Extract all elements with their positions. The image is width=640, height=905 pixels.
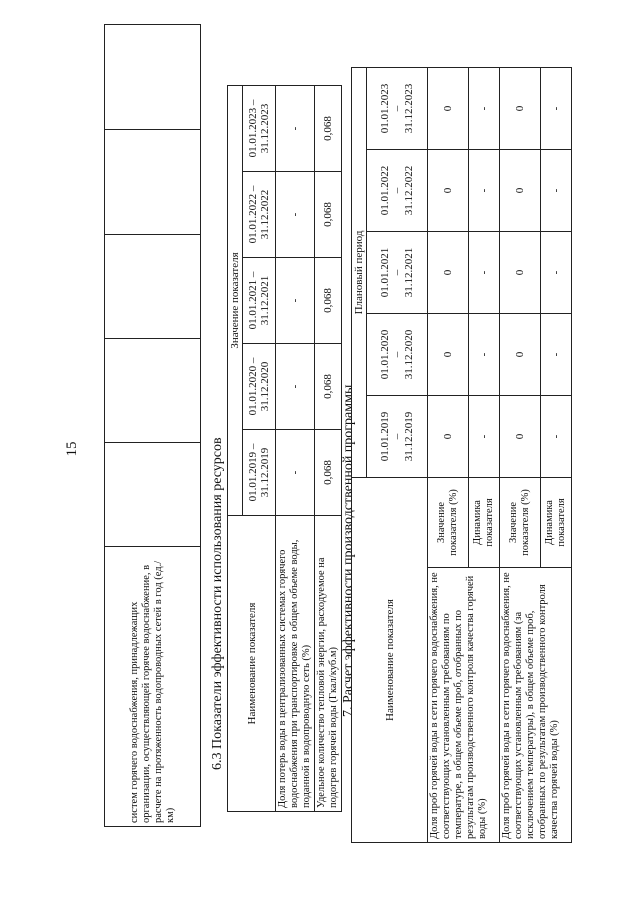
value-cell: [105, 443, 201, 547]
value-cell: -: [541, 149, 572, 231]
indicator-name-cell: Доля потерь воды в централизованных системах горячего водоснабжения при транспортировке в общем объеме воды, поданной в водопроводную сеть (%): [276, 516, 315, 812]
indicator-name-cell: систем горячего водоснабжения, принадлежащих организации, осуществляющей горячее водоснабжение, в расчете на протяженность водопроводных сетей в год (ед./км): [105, 547, 201, 827]
value-cell: -: [541, 395, 572, 477]
value-cell: 0: [428, 395, 469, 477]
sub-indicator-label: Значение показателя (%): [500, 477, 541, 567]
value-cell: -: [541, 231, 572, 313]
indicator-name-cell: Доля проб горячей воды в сети горячего водоснабжения, не соответствующих установленным требованиям по температуре, в общем объеме проб, отобранных по результатам производственного контроля качества горячей воды (%): [428, 568, 500, 843]
value-cell: -: [469, 231, 500, 313]
indicator-name-cell: Доля проб горячей воды в сети горячего водоснабжения, не соответствующих установленным требованиям (за исключением температуры), в общем объеме проб, отобранных по результатам производственного контроля качества горячей воды (%): [500, 568, 572, 843]
header-indicator-name: Наименование показателя: [352, 477, 428, 842]
value-cell: [105, 339, 201, 443]
page-number: 15: [64, 441, 80, 457]
period-header: 01.01.2022 – 31.12.2022: [243, 172, 276, 258]
value-cell: 0: [428, 313, 469, 395]
value-cell: [105, 130, 201, 235]
value-cell: 0: [500, 149, 541, 231]
table-row: [428, 67, 469, 842]
value-cell: -: [276, 430, 315, 516]
period-header: 01.01.2019 – 31.12.2019: [367, 395, 428, 477]
value-cell: -: [276, 344, 315, 430]
value-cell: -: [541, 67, 572, 149]
table-header-row: [352, 67, 367, 842]
table-header-row: [228, 85, 243, 811]
value-cell: -: [469, 313, 500, 395]
table-row: [500, 67, 541, 842]
value-cell: -: [469, 149, 500, 231]
period-header: 01.01.2020 – 31.12.2020: [367, 313, 428, 395]
header-indicator-value: Значение показателя: [228, 85, 243, 515]
value-cell: 0: [500, 395, 541, 477]
value-cell: 0,068: [315, 172, 342, 258]
value-cell: 0: [428, 67, 469, 149]
period-header: 01.01.2019 – 31.12.2019: [243, 430, 276, 516]
value-cell: [105, 235, 201, 339]
section-7-title: 7. Расчет эффективности производственной программы: [341, 384, 356, 717]
value-cell: -: [469, 67, 500, 149]
period-header: 01.01.2023 – 31.12.2023: [367, 67, 428, 149]
period-header: 01.01.2021 – 31.12.2021: [243, 258, 276, 344]
section-6-3-title: 6.3 Показатели эффективности использования ресурсов: [210, 437, 225, 770]
period-header: 01.01.2021 – 31.12.2021: [367, 231, 428, 313]
value-cell: 0,068: [315, 430, 342, 516]
value-cell: -: [469, 395, 500, 477]
value-cell: -: [276, 172, 315, 258]
sub-indicator-label: Значение показателя (%): [428, 477, 469, 567]
period-header: 01.01.2020 – 31.12.2020: [243, 344, 276, 430]
header-indicator-name: Наименование показателя: [228, 516, 276, 812]
indicator-name-cell: Удельное количество тепловой энергии, расходуемое на подогрев горячей воды (Гкал/куб.м): [315, 516, 342, 812]
value-cell: 0: [428, 149, 469, 231]
value-cell: 0,068: [315, 344, 342, 430]
continuation-table: [104, 24, 201, 827]
sub-indicator-label: Динамика показателя: [541, 477, 572, 567]
period-header: 01.01.2022 – 31.12.2022: [367, 149, 428, 231]
value-cell: -: [541, 313, 572, 395]
period-header: 01.01.2023 – 31.12.2023: [243, 85, 276, 171]
value-cell: 0: [500, 67, 541, 149]
value-cell: 0: [500, 313, 541, 395]
value-cell: 0,068: [315, 258, 342, 344]
table-row: [105, 25, 201, 827]
header-planned-period: Плановый период: [352, 67, 367, 477]
value-cell: -: [276, 85, 315, 171]
sub-indicator-label: Динамика показателя: [469, 477, 500, 567]
table-row: [315, 85, 342, 811]
program-efficiency-table: [351, 67, 572, 843]
value-cell: 0,068: [315, 85, 342, 171]
value-cell: 0: [500, 231, 541, 313]
value-cell: 0: [428, 231, 469, 313]
value-cell: [105, 25, 201, 130]
resource-efficiency-table: [227, 85, 342, 812]
table-row: [276, 85, 315, 811]
value-cell: -: [276, 258, 315, 344]
